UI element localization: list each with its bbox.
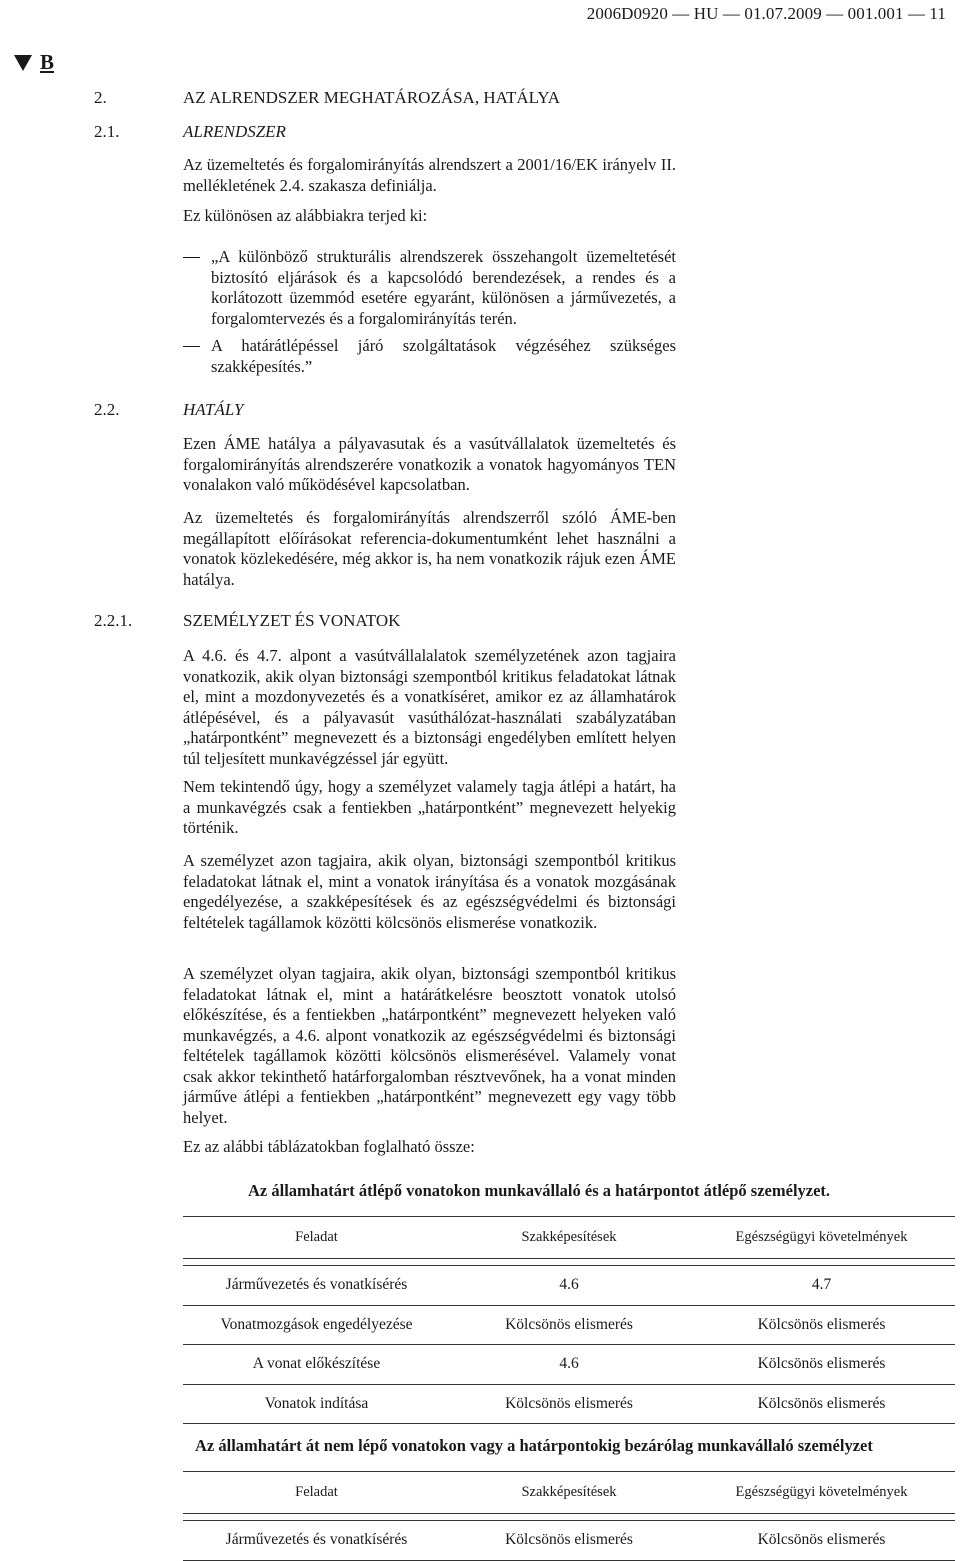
- version-number: 001.001: [847, 4, 904, 23]
- list-item: „A különböző strukturális alrendszerek összehangolt üzemeltetését biztosító eljárások és a kapcsolódó berendezések, a rendes és a korlátozott üzemmód esetére egyaránt, különösen a járművezetés, a forgalomtervezés és a forgalomirányítás terén.: [183, 247, 676, 329]
- table-cell: Kölcsönös elismerés: [450, 1384, 688, 1424]
- table-spacer: [183, 1259, 955, 1266]
- paragraph: A 4.6. és 4.7. alpont a vasútvállalalatok személyzetének azon tagjaira vonatkozik, akik olyan biztonsági szempontból kritikus feladatokat látnak el, mint a mozdonyvezetés és a vonatkíséret, amikor ez az államhatárok átlépésével, és a pályavasút vasúthálózat-használati szabályzatában „határpontként” megnevezett és a biztonsági engedélyben említett helyen túl teljesített munkavégzéssel jár együtt.: [183, 646, 676, 768]
- table-cell: Kölcsönös elismerés: [450, 1521, 688, 1561]
- column-header: Feladat: [183, 1472, 450, 1514]
- amendment-marker: [14, 50, 54, 75]
- table-header-row: [183, 1472, 955, 1514]
- data-table: [183, 1216, 955, 1424]
- doc-ref: 2006D0920: [586, 4, 668, 23]
- list-item: A határátlépéssel járó szolgáltatások végzéséhez szükséges szakképesítés.”: [183, 336, 676, 377]
- table-cell: Kölcsönös elismerés: [688, 1384, 955, 1424]
- triangle-down-icon: [14, 55, 32, 71]
- paragraph: Az üzemeltetés és forgalomirányítás alrendszert a 2001/16/EK irányelv II. mellékletének 2.4. szakasza definiálja.: [183, 155, 676, 195]
- page-number: 11: [929, 4, 946, 23]
- paragraph: Ez az alábbi táblázatokban foglalható össze:: [183, 1137, 475, 1156]
- table-row: [183, 1345, 955, 1385]
- running-header: 2006D0920 — HU — 01.07.2009 — 001.001 — 11: [586, 4, 946, 23]
- table-cell: Vonatok indítása: [183, 1384, 450, 1424]
- table-header-row: [183, 1217, 955, 1259]
- dash-icon: [183, 257, 200, 258]
- consolidation-date: 01.07.2009: [744, 4, 822, 23]
- table-cell: Vonatmozgások engedélyezése: [183, 1305, 450, 1345]
- language-code: HU: [693, 4, 719, 23]
- paragraph: Az üzemeltetés és forgalomirányítás alrendszerről szóló ÁME-ben megállapított előírásokat referencia-dokumentumként lehet használni a vonatok közlekedésére, még akkor is, ha nem vonatkozik rájuk ezen ÁME hatálya.: [183, 508, 676, 589]
- table-cell: A vonat előkészítése: [183, 1345, 450, 1385]
- subsection-number: 2.2.1.: [94, 611, 133, 630]
- column-header: Feladat: [183, 1217, 450, 1259]
- subsection-number: 2.1.: [94, 122, 120, 141]
- subsection-title: ALRENDSZER: [183, 122, 286, 141]
- table-cell: 4.7: [688, 1266, 955, 1306]
- amendment-marker-label: B: [40, 50, 55, 74]
- table-cell: 4.6: [450, 1266, 688, 1306]
- table-spacer: [183, 1514, 955, 1521]
- table-title: Az államhatárt átlépő vonatokon munkavállaló és a határpontot átlépő személyzet.: [248, 1181, 831, 1200]
- table-row: [183, 1305, 955, 1345]
- table-cell: Járművezetés és vonatkísérés: [183, 1521, 450, 1561]
- paragraph: Ezen ÁME hatálya a pályavasutak és a vasútvállalatok üzemeltetés és forgalomirányítás alrendszerére vonatkozik a vonatok hagyományos TEN vonalakon való működésével kapcsolatban.: [183, 434, 676, 494]
- paragraph: A személyzet azon tagjaira, akik olyan, biztonsági szempontból kritikus feladatokat látnak el, mint a vonatok irányítása és a vonatok mozgásának engedélyezése, a szakképesítések és az egészségvédelmi és biztonsági feltételek tagállamok közötti kölcsönös elismerése vonatkozik.: [183, 851, 676, 932]
- dash-icon: [183, 346, 200, 347]
- subsection-title: HATÁLY: [183, 400, 244, 419]
- table-cell: Kölcsönös elismerés: [688, 1305, 955, 1345]
- table-row: [183, 1521, 955, 1561]
- section-title: AZ ALRENDSZER MEGHATÁROZÁSA, HATÁLYA: [183, 88, 561, 107]
- table-row: [183, 1384, 955, 1424]
- paragraph: A személyzet olyan tagjaira, akik olyan, biztonsági szempontból kritikus feladatokat látnak el, mint a határátkelésre beosztott vonatok utolsó előkészítése, és a fentiekben „határpontként” megnevezett helyeken való munkavégzés, a 4.6. alpont vonatkozik az egészségvédelmi és biztonsági feltételek tagállamok közötti kölcsönös elismerésével. Valamely vonat csak akkor tekinthető határforgalomban résztvevőnek, ha a vonat minden járműve átlépi a fentiekben „határpontként” megnevezett egy vagy több helyet.: [183, 964, 676, 1127]
- paragraph: Nem tekintendő úgy, hogy a személyzet valamely tagja átlépi a határt, ha a munkavégzés csak a fentiekben „határpontként” megnevezett helyekig történik.: [183, 777, 676, 837]
- column-header: Egészségügyi követelmények: [688, 1217, 955, 1259]
- table-cell: Kölcsönös elismerés: [688, 1345, 955, 1385]
- table-cell: Kölcsönös elismerés: [450, 1305, 688, 1345]
- table-cell: Kölcsönös elismerés: [688, 1521, 955, 1561]
- column-header: Szakképesítések: [450, 1217, 688, 1259]
- paragraph: Ez különösen az alábbiakra terjed ki:: [183, 206, 428, 225]
- column-header: Egészségügyi követelmények: [688, 1472, 955, 1514]
- section-number: 2.: [94, 88, 107, 107]
- table-cell: Járművezetés és vonatkísérés: [183, 1266, 450, 1306]
- subsection-title: SZEMÉLYZET ÉS VONATOK: [183, 611, 401, 630]
- data-table: [183, 1471, 955, 1561]
- table-title: Az államhatárt át nem lépő vonatokon vagy a határpontokig bezárólag munkavállaló személyzet: [195, 1436, 873, 1455]
- table-row: [183, 1266, 955, 1306]
- table-cell: 4.6: [450, 1345, 688, 1385]
- column-header: Szakképesítések: [450, 1472, 688, 1514]
- subsection-number: 2.2.: [94, 400, 120, 419]
